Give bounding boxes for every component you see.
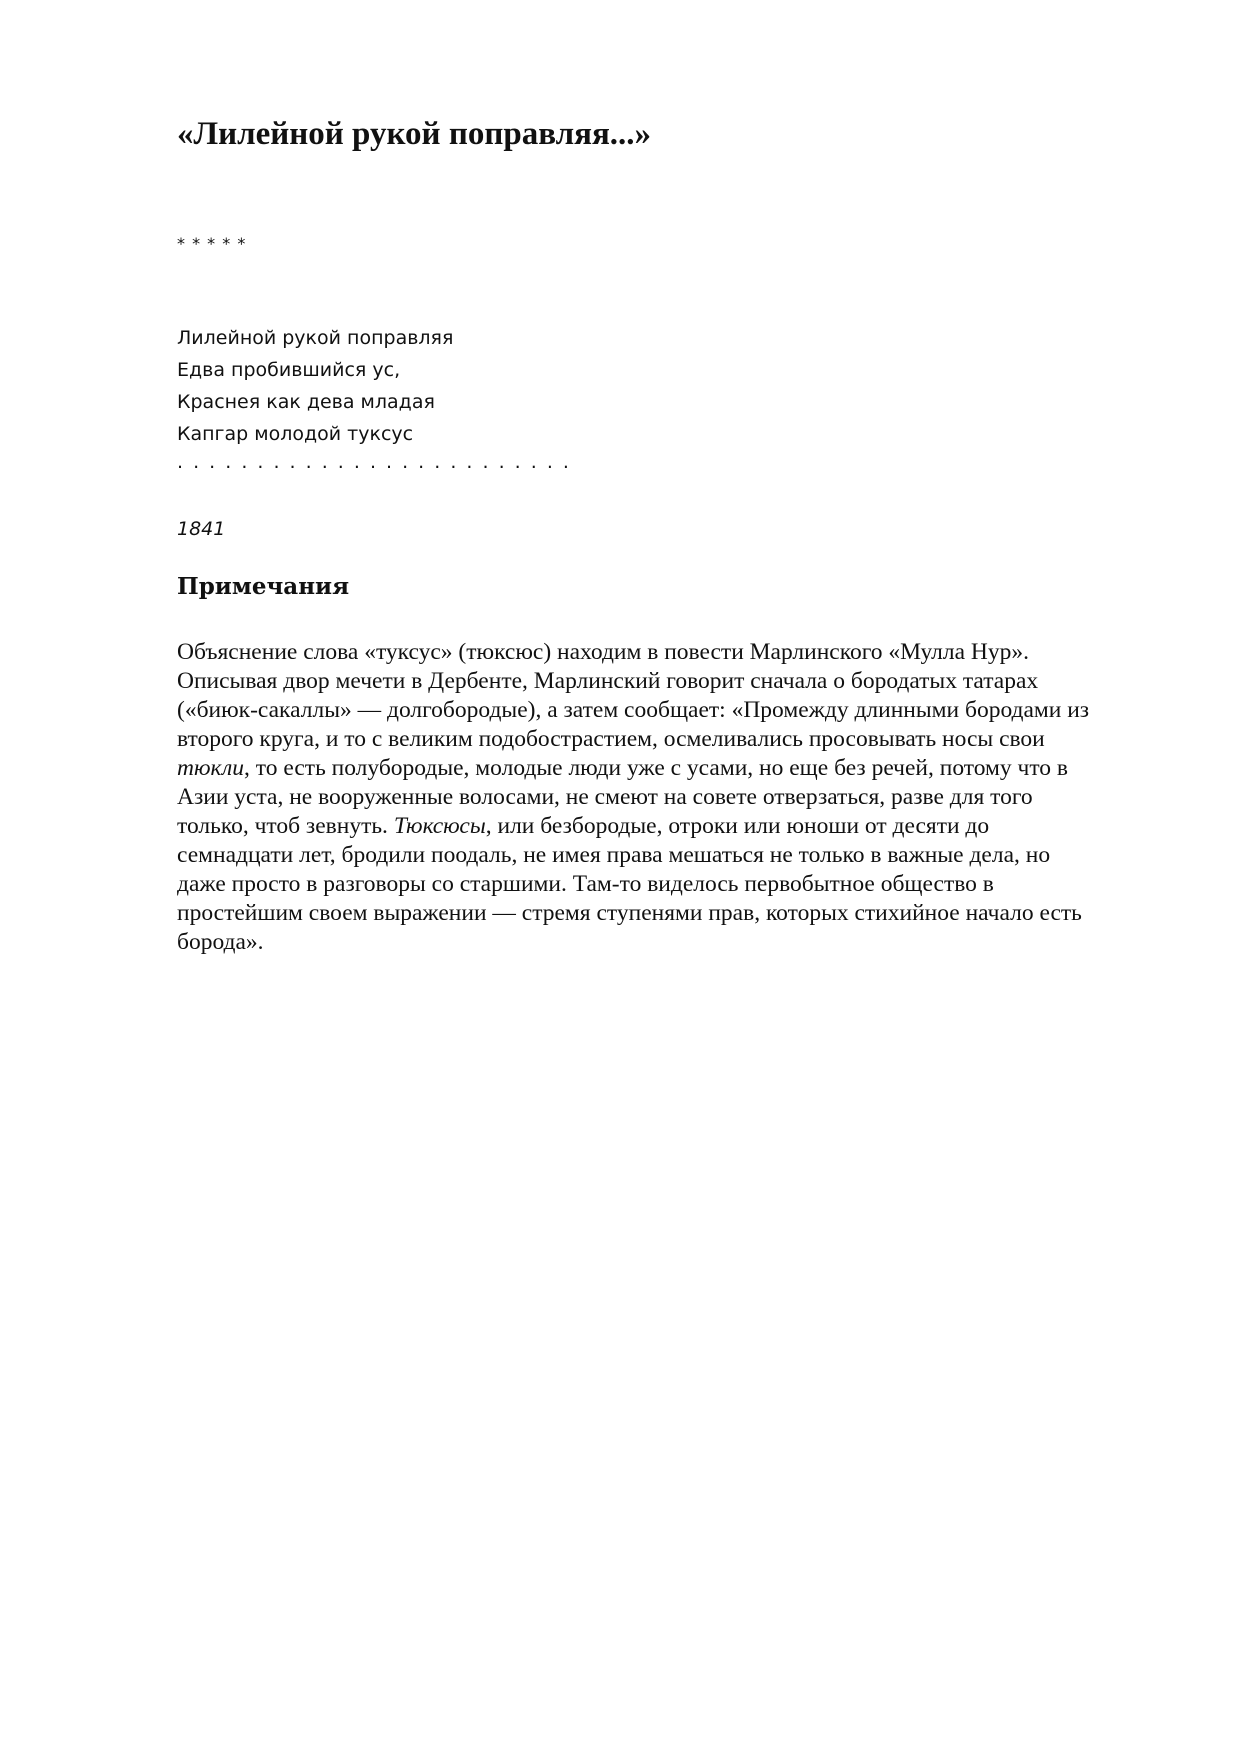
notes-text: борода». bbox=[177, 929, 264, 955]
notes-text: простейшим своем выражении — стремя ступенями прав, которых стихийное начало есть bbox=[177, 900, 1082, 926]
notes-line bbox=[177, 899, 1157, 928]
notes-text: Азии уста, не вооруженные волосами, не смеют на совете отверзаться, разве для того bbox=[177, 784, 1033, 810]
poem-line: Краснея как дева младая bbox=[177, 391, 435, 413]
notes-text: даже просто в разговоры со старшими. Там-то виделось первобытное общество в bbox=[177, 871, 994, 897]
poem-year: 1841 bbox=[177, 518, 226, 540]
notes-text: семнадцати лет, бродили поодаль, не имея права мешаться не только в важные дела, но bbox=[177, 842, 1051, 868]
poem-ellipsis: . . . . . . . . . . . . . . . . . . . . . . . . . bbox=[177, 451, 571, 473]
notes-line bbox=[177, 696, 1157, 725]
notes-line bbox=[177, 725, 1157, 754]
notes-italic-term: тюкли bbox=[177, 755, 245, 781]
notes-text: («биюк-сакаллы» — долгобородые), а затем сообщает: «Промежду длинными бородами из bbox=[177, 697, 1090, 723]
notes-line bbox=[177, 667, 1157, 696]
notes-text: , или безбородые, отроки или юноши от десяти до bbox=[485, 813, 990, 839]
poem-line: Лилейной рукой поправляя bbox=[177, 327, 454, 349]
notes-line bbox=[177, 812, 1157, 841]
notes-heading: Примечания bbox=[177, 573, 350, 600]
poem-line: Едва пробившийся ус, bbox=[177, 359, 401, 381]
notes-italic-term: Тюксюсы bbox=[393, 813, 486, 839]
notes-line bbox=[177, 754, 1157, 783]
notes-text: Описывая двор мечети в Дербенте, Марлинский говорит сначала о бородатых татарах bbox=[177, 668, 1039, 694]
page-title: «Лилейной рукой поправляя...» bbox=[177, 116, 652, 152]
poem bbox=[177, 322, 571, 474]
notes-text: Объяснение слова «туксус» (тюксюс) находим в повести Марлинского «Мулла Нур». bbox=[177, 639, 1030, 665]
notes-line bbox=[177, 638, 1157, 667]
notes-paragraph bbox=[177, 638, 1157, 957]
poem-line: Капгар молодой туксус bbox=[177, 423, 414, 445]
notes-line bbox=[177, 841, 1157, 870]
notes-line bbox=[177, 870, 1157, 899]
notes-text: только, чтоб зевнуть. bbox=[177, 813, 394, 839]
section-separator: * * * * * bbox=[177, 234, 247, 253]
notes-text: , то есть полубородые, молодые люди уже с усами, но еще без речей, потому что в bbox=[244, 755, 1069, 781]
notes-line bbox=[177, 783, 1157, 812]
notes-line bbox=[177, 928, 1157, 957]
notes-text: второго круга, и то с великим подобострастием, осмеливались просовывать носы свои bbox=[177, 726, 1045, 752]
